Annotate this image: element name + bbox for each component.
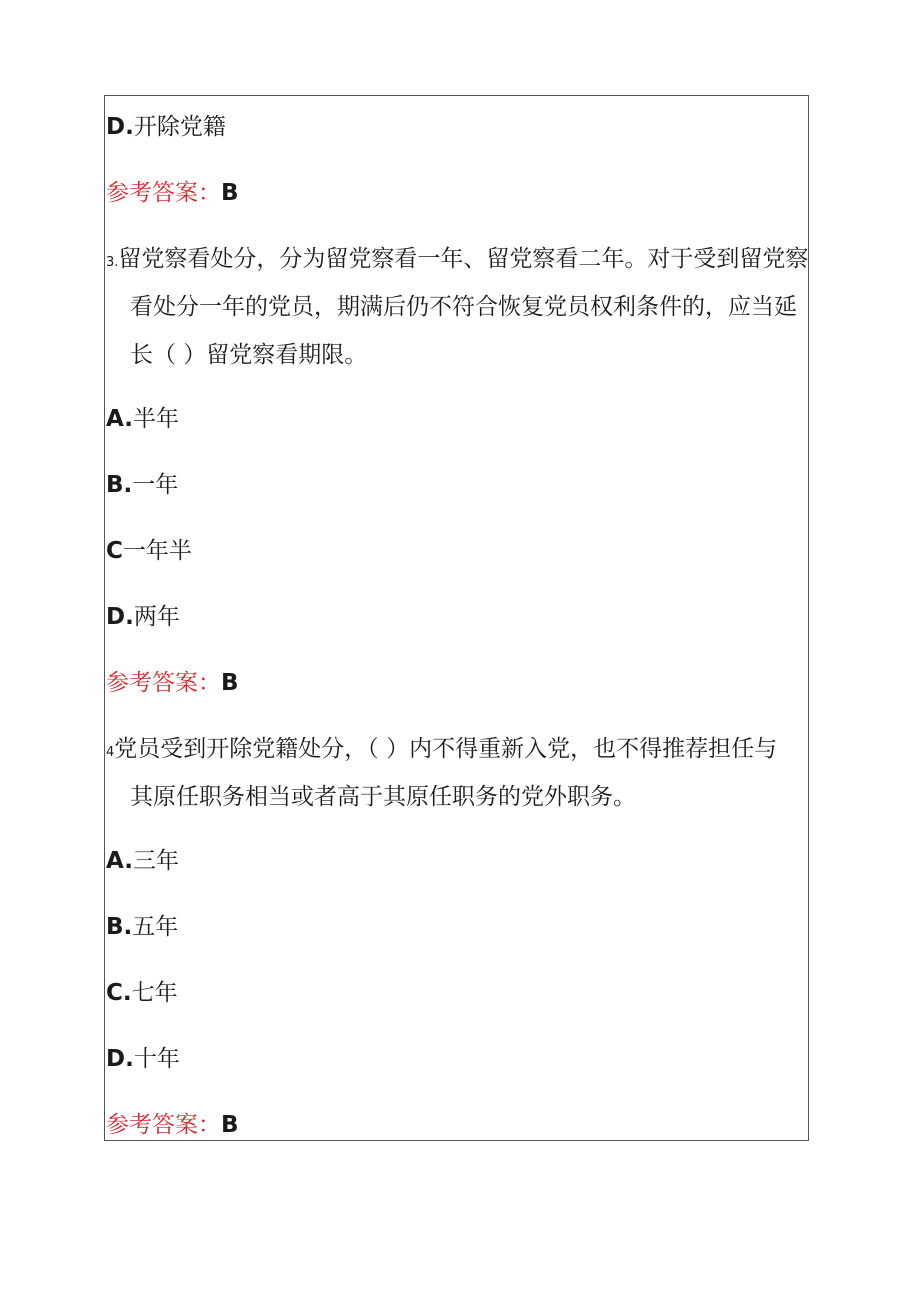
reference-answer [106, 1110, 239, 1140]
question-3-line-3 [130, 340, 367, 370]
option-d [106, 1044, 180, 1074]
option-letter: A. [106, 406, 133, 432]
option-letter: D. [106, 114, 134, 140]
option-letter: D. [106, 604, 134, 630]
option-letter: C. [106, 980, 132, 1006]
answer-label: 参考答案： [106, 670, 221, 696]
option-a [106, 846, 179, 876]
option-c [106, 536, 192, 566]
option-b [106, 470, 178, 500]
answer-label: 参考答案： [106, 1112, 221, 1138]
option-a [106, 404, 179, 434]
question-text: 留党察看处分，分为留党察看一年、留党察看二年。对于受到留党察 [118, 246, 809, 272]
answer-value: B [221, 670, 239, 696]
option-letter: C [106, 538, 123, 564]
question-3-line-1 [106, 244, 808, 278]
question-text: 长（ ）留党察看期限。 [130, 342, 368, 368]
question-text: 其原任职务相当或者高于其原任职务的党外职务。 [130, 784, 636, 810]
option-text: 一年半 [122, 538, 192, 564]
option-text: 一年 [132, 472, 179, 498]
option-d [106, 112, 226, 142]
reference-answer [106, 178, 239, 208]
question-number: 4 [106, 745, 115, 760]
answer-value: B [221, 180, 239, 206]
option-text: 七年 [131, 980, 178, 1006]
option-text: 半年 [132, 406, 179, 432]
option-letter: B. [106, 914, 133, 940]
option-letter: D. [106, 1046, 134, 1072]
option-text: 五年 [132, 914, 179, 940]
answer-label: 参考答案： [106, 180, 221, 206]
question-text: 党员受到开除党籍处分，（ ）内不得重新入党，也不得推荐担任与 [114, 736, 778, 762]
option-d [106, 602, 180, 632]
question-4-line-1 [106, 734, 777, 768]
question-text: 看处分一年的党员，期满后仍不符合恢复党员权利条件的，应当延 [130, 294, 797, 320]
option-b [106, 912, 178, 942]
answer-value: B [221, 1112, 239, 1138]
option-letter: A. [106, 848, 133, 874]
option-text: 两年 [133, 604, 180, 630]
reference-answer [106, 668, 239, 698]
question-number: 3. [106, 255, 119, 270]
option-text: 三年 [132, 848, 179, 874]
question-3-line-2 [130, 292, 797, 322]
question-4-line-2 [130, 782, 636, 812]
option-letter: B. [106, 472, 133, 498]
option-text: 开除党籍 [133, 114, 226, 140]
option-text: 十年 [133, 1046, 180, 1072]
option-c [106, 978, 178, 1008]
